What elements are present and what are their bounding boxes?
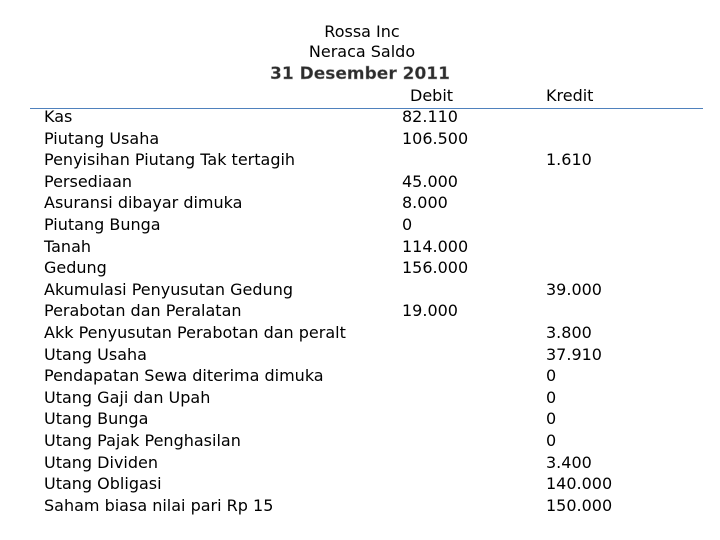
table-row [0,236,720,258]
table-row [0,128,720,150]
credit-value: 140.000 [546,474,613,494]
credit-value: 37.910 [546,344,602,364]
credit-value: 3.800 [546,322,592,342]
account-name: Asuransi dibayar dimuka [44,193,243,213]
debit-value: 82.110 [402,107,458,126]
account-name: Utang Obligasi [44,474,162,494]
account-name: Akumulasi Penyusutan Gedung [44,279,293,299]
account-name: Akk Penyusutan Perabotan dan peralt [44,322,346,342]
table-row [0,257,720,279]
account-name: Utang Pajak Penghasilan [44,430,241,450]
report-title: Neraca Saldo [308,42,416,61]
debit-value: 45.000 [402,171,458,191]
debit-value: 19.000 [402,301,458,321]
table-row [0,473,720,495]
table-row [0,171,720,193]
report-date: 31 Desember 2011 [270,64,450,84]
table-row [0,214,720,236]
table-row [0,192,720,214]
debit-value: 114.000 [402,236,469,256]
credit-value: 0 [546,366,557,386]
company-name: Rossa Inc [324,22,400,41]
credit-value: 39.000 [546,279,602,299]
account-name: Pendapatan Sewa diterima dimuka [44,366,324,386]
credit-value: 0 [546,387,557,407]
credit-value: 0 [546,430,557,450]
account-name: Utang Gaji dan Upah [44,387,211,407]
account-name: Piutang Bunga [44,214,161,234]
debit-value: 106.500 [402,128,469,148]
debit-column-header: Debit [410,86,454,105]
account-name: Penyisihan Piutang Tak tertagih [44,150,296,170]
debit-value: 156.000 [402,258,469,278]
table-row [0,430,720,452]
debit-value: 0 [402,214,413,234]
credit-value: 3.400 [546,452,592,472]
table-row [0,149,720,171]
table-row [0,408,720,430]
account-name: Saham biasa nilai pari Rp 15 [44,495,274,515]
credit-column-header: Kredit [546,86,594,105]
account-name: Kas [44,107,73,126]
account-name: Utang Bunga [44,409,149,429]
table-row [0,279,720,301]
table-row [0,452,720,474]
account-name: Persediaan [44,171,133,191]
account-name: Utang Dividen [44,452,158,472]
account-name: Utang Usaha [44,344,147,364]
table-row [0,106,720,128]
account-name: Gedung [44,258,107,278]
account-name: Perabotan dan Peralatan [44,301,242,321]
debit-value: 8.000 [402,193,448,213]
table-row [0,322,720,344]
table-row [0,344,720,366]
table-row [0,387,720,409]
credit-value: 150.000 [546,495,613,515]
account-name: Tanah [44,236,92,256]
account-name: Piutang Usaha [44,128,160,148]
table-row [0,300,720,322]
trial-balance-table [0,106,720,516]
table-row [0,365,720,387]
credit-value: 0 [546,409,557,429]
credit-value: 1.610 [546,150,592,170]
table-row [0,495,720,517]
